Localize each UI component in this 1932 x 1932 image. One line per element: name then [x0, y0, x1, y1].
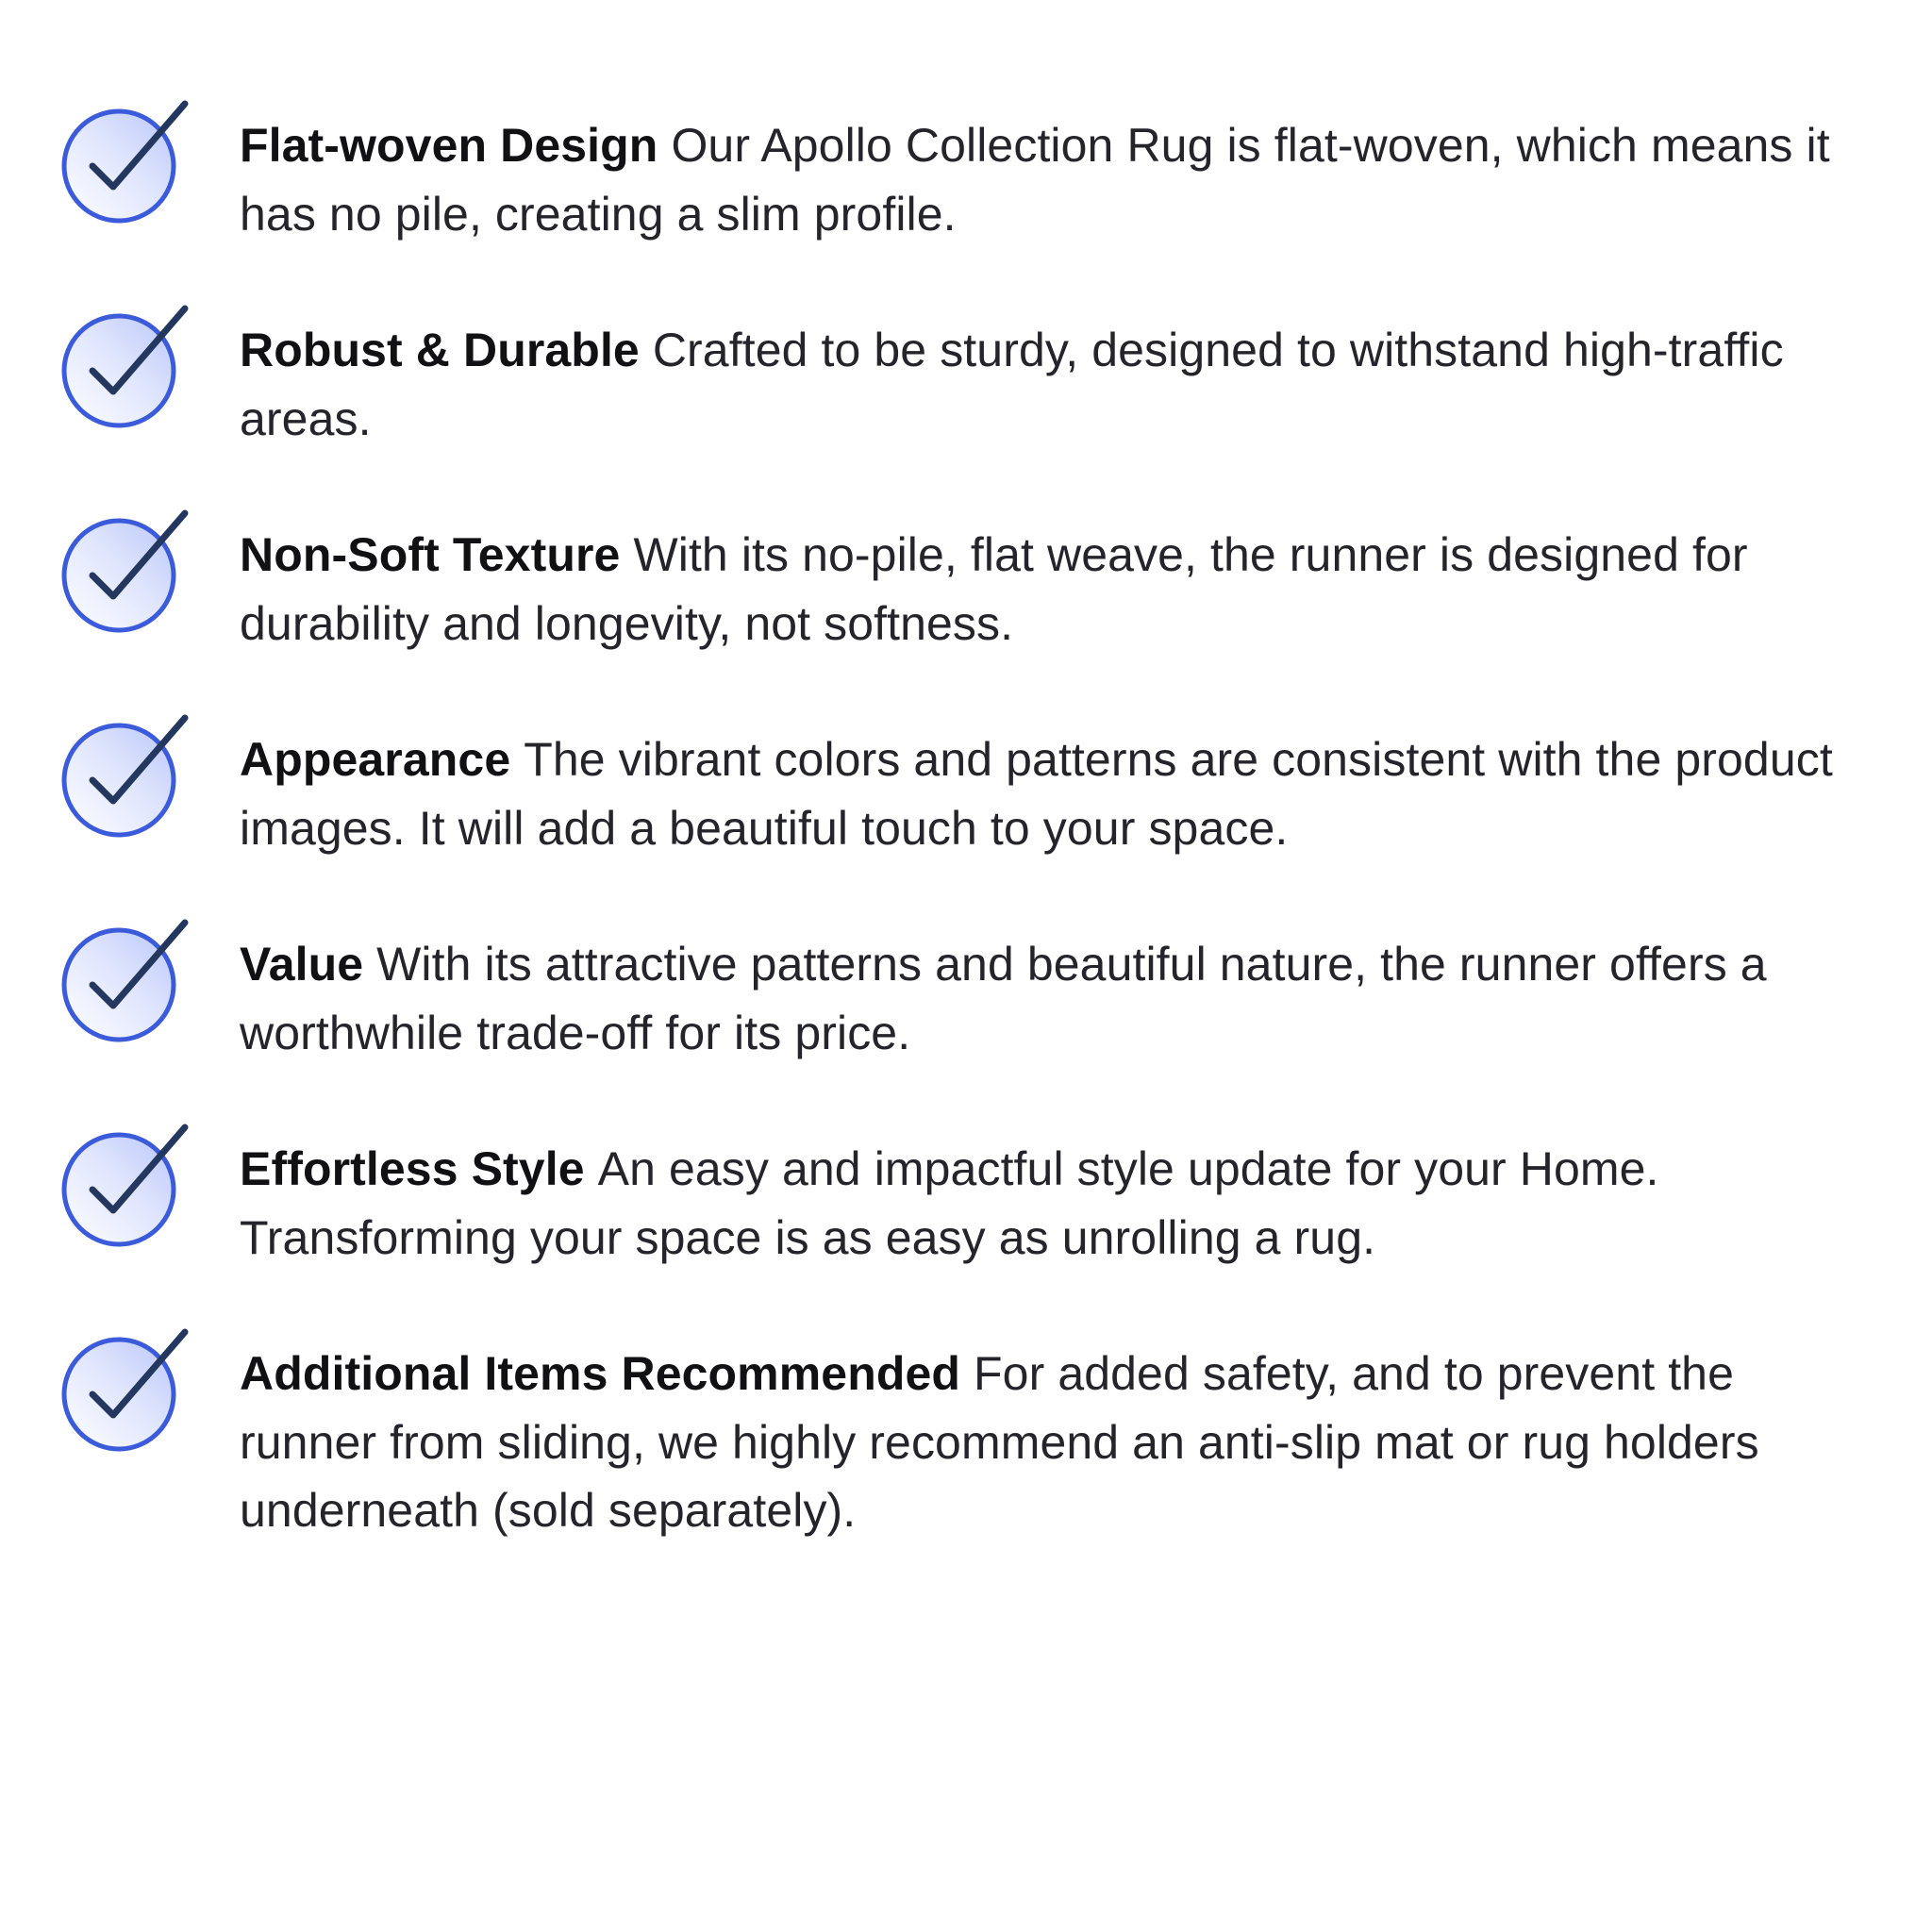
feature-text [196, 1326, 1875, 1545]
check-circle-icon [53, 909, 196, 1053]
feature-text [196, 1122, 1875, 1272]
list-item [53, 917, 1875, 1067]
feature-description: With its no-pile, flat weave, the runner is designed for durability and longevity, not softness. [240, 528, 1748, 650]
list-item [53, 303, 1875, 453]
list-item [53, 98, 1875, 248]
feature-title: Appearance [240, 733, 511, 786]
feature-text [196, 508, 1875, 658]
check-circle-icon [53, 91, 196, 234]
check-circle-icon [53, 500, 196, 643]
list-item [53, 508, 1875, 658]
list-item [53, 712, 1875, 862]
feature-description: An easy and impactful style update for your Home. Transforming your space is as easy as unrolling a rug. [240, 1142, 1659, 1264]
check-circle-icon [53, 1114, 196, 1257]
list-item [53, 1326, 1875, 1545]
feature-text [196, 917, 1875, 1067]
feature-title: Additional Items Recommended [240, 1347, 961, 1400]
feature-description: Crafted to be sturdy, designed to withstand high-traffic areas. [240, 324, 1784, 445]
feature-title: Robust & Durable [240, 324, 640, 376]
check-circle-icon [53, 705, 196, 848]
feature-title: Non-Soft Texture [240, 528, 621, 581]
feature-title: Value [240, 938, 364, 991]
feature-description: The vibrant colors and patterns are consistent with the product images. It will add a beautiful touch to your space. [240, 733, 1833, 855]
check-circle-icon [53, 295, 196, 439]
feature-text [196, 98, 1875, 248]
feature-description: For added safety, and to prevent the runner from sliding, we highly recommend an anti-slip mat or rug holders underneath (sold separately). [240, 1347, 1759, 1537]
check-circle-icon [53, 1319, 196, 1462]
feature-title: Flat-woven Design [240, 119, 658, 172]
feature-description: With its attractive patterns and beautiful nature, the runner offers a worthwhile trade-off for its price. [240, 938, 1767, 1059]
feature-text [196, 712, 1875, 862]
feature-title: Effortless Style [240, 1142, 585, 1195]
list-item [53, 1122, 1875, 1272]
feature-text [196, 303, 1875, 453]
feature-description: Our Apollo Collection Rug is flat-woven, which means it has no pile, creating a slim profile. [240, 119, 1830, 241]
